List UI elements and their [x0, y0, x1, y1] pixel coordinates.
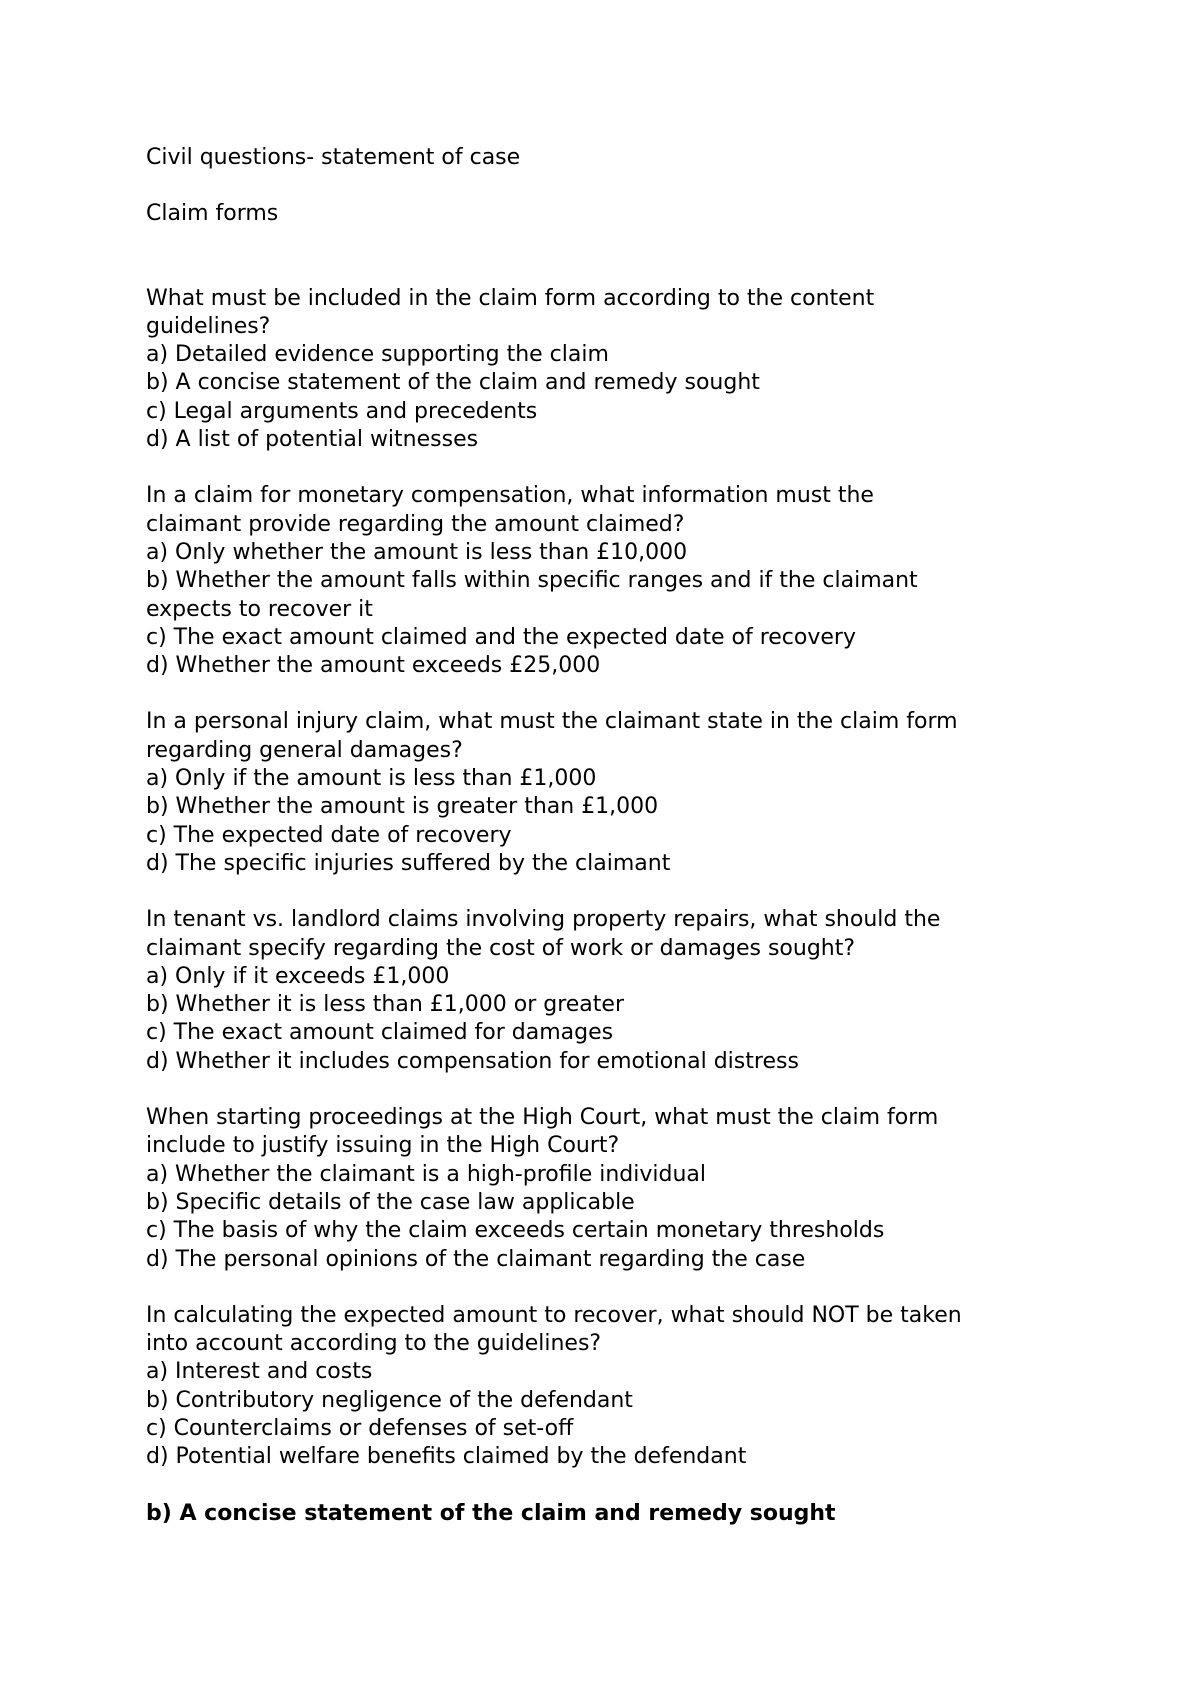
question-4	[146, 906, 1066, 1076]
section-heading: Claim forms	[146, 201, 279, 227]
question-5	[146, 1104, 1066, 1274]
question-1	[146, 285, 1066, 455]
option-b: b) Specific details of the case law applicable	[146, 1189, 635, 1215]
document-content	[146, 144, 1066, 1528]
question-text-line: When starting proceedings at the High Court, what must the claim form	[146, 1105, 939, 1131]
option-c: c) Counterclaims or defenses of set-off	[146, 1415, 574, 1441]
option-b: b) Contributory negligence of the defendant	[146, 1387, 633, 1413]
option-b: b) Whether the amount falls within specific ranges and if the claimant	[146, 568, 918, 594]
option-a: a) Detailed evidence supporting the claim	[146, 342, 609, 368]
option-d: d) Whether the amount exceeds £25,000	[146, 653, 601, 679]
question-text-line: In calculating the expected amount to recover, what should NOT be taken	[146, 1302, 962, 1328]
question-text-line: include to justify issuing in the High Court?	[146, 1133, 620, 1159]
question-6	[146, 1302, 1066, 1472]
option-d: d) Whether it includes compensation for emotional distress	[146, 1048, 799, 1074]
question-text-line: regarding general damages?	[146, 737, 463, 763]
option-a: a) Interest and costs	[146, 1359, 373, 1385]
option-b: b) A concise statement of the claim and remedy sought	[146, 370, 760, 396]
option-b: b) Whether it is less than £1,000 or greater	[146, 992, 624, 1018]
answer-text: b) A concise statement of the claim and remedy sought	[146, 1500, 836, 1526]
option-d: d) Potential welfare benefits claimed by the defendant	[146, 1444, 747, 1470]
option-a: a) Whether the claimant is a high-profile individual	[146, 1161, 707, 1187]
option-c: c) The basis of why the claim exceeds certain monetary thresholds	[146, 1218, 885, 1244]
question-text-line: What must be included in the claim form according to the content	[146, 285, 875, 311]
option-a: a) Only whether the amount is less than £10,000	[146, 539, 688, 565]
option-d: d) A list of potential witnesses	[146, 427, 479, 453]
option-c: c) The expected date of recovery	[146, 822, 512, 848]
question-text-line: into account according to the guidelines?	[146, 1331, 602, 1357]
option-d: d) The specific injuries suffered by the claimant	[146, 850, 671, 876]
question-text-line: claimant specify regarding the cost of work or damages sought?	[146, 935, 856, 961]
option-d: d) The personal opinions of the claimant regarding the case	[146, 1246, 806, 1272]
question-text-line: In a personal injury claim, what must the claimant state in the claim form	[146, 709, 958, 735]
question-text-line: guidelines?	[146, 313, 271, 339]
option-c: c) Legal arguments and precedents	[146, 398, 538, 424]
option-a: a) Only if the amount is less than £1,000	[146, 766, 597, 792]
option-a: a) Only if it exceeds £1,000	[146, 963, 450, 989]
option-b-continued: expects to recover it	[146, 596, 373, 622]
question-3	[146, 708, 1066, 878]
question-text-line: claimant provide regarding the amount claimed?	[146, 511, 685, 537]
document-title: Civil questions- statement of case	[146, 145, 521, 170]
option-b: b) Whether the amount is greater than £1,000	[146, 794, 659, 820]
question-2	[146, 482, 1066, 680]
option-c: c) The exact amount claimed for damages	[146, 1020, 614, 1046]
question-text-line: In tenant vs. landlord claims involving property repairs, what should the	[146, 907, 941, 933]
question-text-line: In a claim for monetary compensation, what information must the	[146, 483, 874, 509]
option-c: c) The exact amount claimed and the expected date of recovery	[146, 624, 856, 650]
